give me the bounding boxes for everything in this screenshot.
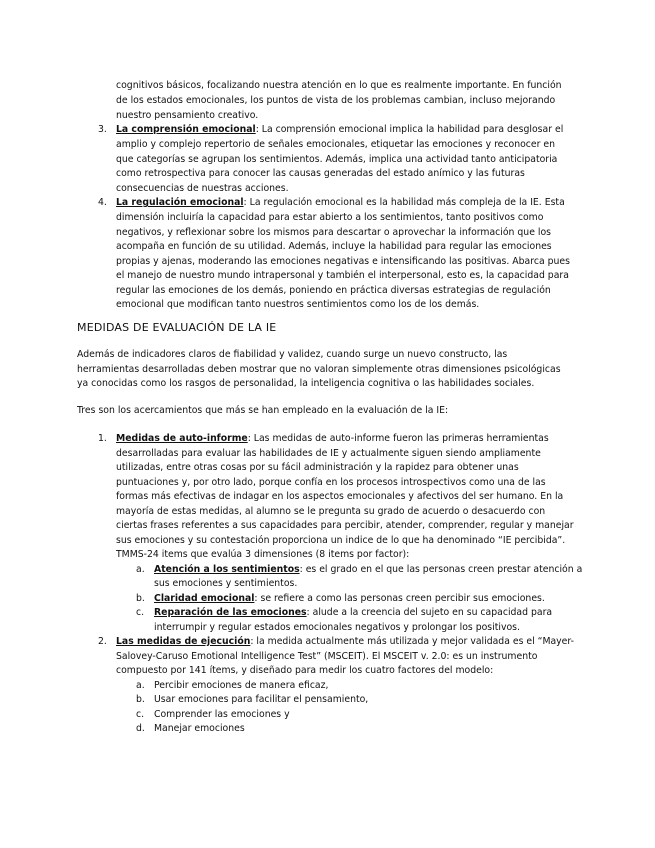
item2-continued-line-2: de los estados emocionales, los puntos de vista de los problemas cambian, incluso mejorando: [116, 95, 556, 106]
item3-line-3: como retrospectiva para conocer las causas generadas del estado anímico y las futuras: [116, 168, 525, 179]
measure1-line-6: ciertas frases referentes a sus capacidades para percibir, atender, comprender, regular y manejar: [116, 520, 574, 531]
measure1-line-2: utilizadas, entre otras cosas por su fácil administración y la rapidez para obtener unas: [116, 462, 519, 473]
measure1-title: Medidas de auto-informe: [116, 433, 248, 444]
item4-line-2: negativos, y reflexionar sobre los mismos para descartar o aprovechar la información que los: [116, 227, 551, 238]
measure1-subitem-c-rest: : alude a la creencia del sujeto en su capacidad para: [306, 607, 553, 618]
measure1-subitem-b-title: Claridad emocional: [154, 593, 255, 604]
measure1-subitem-b-letter: b.: [136, 593, 145, 604]
measure1-subitem-c-line-1: interrumpir y regular estados emocionales negativos y prolongar los positivos.: [154, 622, 520, 633]
measure2-subitem-b: Usar emociones para facilitar el pensamiento,: [154, 694, 369, 705]
measure1-subitem-a: [154, 563, 582, 577]
item3-line-2: que categorías se agrupan los sentimientos. Además, implica una actividad tanto anticipatoria: [116, 154, 558, 165]
measure2-number: 2.: [98, 636, 107, 647]
intro-line-1: Además de indicadores claros de fiabilidad y validez, cuando surge un nuevo constructo, las: [77, 349, 508, 360]
item4-line-5: el manejo de nuestro mundo intrapersonal y también el interpersonal, esto es, la capacidad para: [116, 270, 569, 281]
measure1-subitem-c: [154, 606, 552, 620]
item4-line-1: dimensión incluiría la capacidad para estar abierto a los sentimientos, tanto positivos como: [116, 212, 544, 223]
item3-line-4: consecuencias de nuestras acciones.: [116, 183, 289, 194]
intro-line-2: herramientas desarrolladas deben mostrar que no valoran simplemente otras dimensiones psicológicas: [77, 364, 561, 375]
item4-line-6: regular las emociones de los demás, poniendo en práctica diversas estrategias de regulación: [116, 285, 551, 296]
measure1-subitem-a-line-1: sus emociones y sentimientos.: [154, 578, 298, 589]
measure1-line-3: puntuaciones y, por otro lado, porque confía en los procesos introspectivos como una de las: [116, 477, 546, 488]
item2-continued-line-3: nuestro pensamiento creativo.: [116, 110, 259, 121]
measure1-line-4: formas más efectivas de indagar en los aspectos emocionales y afectivos del ser humano. En la: [116, 491, 564, 502]
item4-line-3: acompaña en función de su utilidad. Además, incluye la habilidad para regular las emociones: [116, 241, 552, 252]
measure2-line-2: compuesto por 141 ítems, y diseñado para medir los cuatro factores del modelo:: [116, 665, 494, 676]
measure1-subitem-a-letter: a.: [136, 564, 145, 575]
measure2-subitem-c-letter: c.: [136, 709, 145, 720]
item4-first-rest: : La regulación emocional es la habilidad más compleja de la IE. Esta: [243, 197, 565, 208]
measure2-first-rest: : la medida actualmente más utilizada y mejor validada es el “Mayer-: [250, 636, 574, 647]
measure1-line-5: mayoría de estas medidas, al alumno se le pregunta su grado de acuerdo o desacuerdo con: [116, 506, 546, 517]
item3-line-1: amplio y complejo repertorio de señales emocionales, etiquetar las emociones y reconocer en: [116, 139, 556, 150]
measure2-subitem-b-letter: b.: [136, 694, 145, 705]
item4-first-line: [116, 196, 565, 210]
measure1-line-8: TMMS-24 items que evalúa 3 dimensiones (8 items por factor):: [116, 549, 410, 560]
measure2-subitem-a-letter: a.: [136, 680, 145, 691]
item3-first-line: [116, 123, 563, 137]
measure1-subitem-a-title: Atención a los sentimientos: [154, 564, 300, 575]
item4-title: La regulación emocional: [116, 197, 244, 208]
measure2-subitem-d-letter: d.: [136, 723, 145, 734]
measure2-first-line: [116, 635, 574, 649]
measure1-line-7: sus emociones y su contestación proporciona un indice de lo que ha denominado “IE percibida”.: [116, 535, 566, 546]
measure1-line-1: desarrolladas para evaluar las habilidades de IE y actualmente siguen siendo ampliamente: [116, 448, 541, 459]
section-heading: MEDIDAS DE EVALUACIÓN DE LA IE: [77, 321, 277, 334]
measure1-subitem-c-title: Reparación de las emociones: [154, 607, 307, 618]
measure2-line-1: Salovey-Caruso Emotional Intelligence Test” (MSCEIT). El MSCEIT v. 2.0: es un instrumento: [116, 651, 538, 662]
measure1-number: 1.: [98, 433, 107, 444]
item4-number: 4.: [98, 197, 107, 208]
measure1-first-rest: : Las medidas de auto-informe fueron las primeras herramientas: [247, 433, 549, 444]
measure2-subitem-d: Manejar emociones: [154, 723, 245, 734]
measure1-subitem-b-rest: : se refiere a como las personas creen percibir sus emociones.: [254, 593, 545, 604]
measure1-subitem-b: [154, 592, 545, 606]
item4-line-4: propias y ajenas, moderando las emociones negativas e intensificando las positivas. Abarca pues: [116, 256, 570, 267]
item4-line-7: emocional que modifican tanto nuestros sentimientos como los de los demás.: [116, 299, 480, 310]
item3-number: 3.: [98, 124, 107, 135]
measure2-title: Las medidas de ejecución: [116, 636, 251, 647]
measure2-subitem-c: Comprender las emociones y: [154, 709, 290, 720]
measure1-subitem-c-letter: c.: [136, 607, 145, 618]
measure2-subitem-a: Percibir emociones de manera eficaz,: [154, 680, 329, 691]
approaches-intro: Tres son los acercamientos que más se han empleado en la evaluación de la IE:: [77, 405, 449, 416]
measure1-subitem-a-rest: : es el grado en el que las personas creen prestar atención a: [299, 564, 583, 575]
item2-continued-line-1: cognitivos básicos, focalizando nuestra atención en lo que es realmente importante. En función: [116, 80, 562, 91]
item3-first-rest: : La comprensión emocional implica la habilidad para desglosar el: [255, 124, 564, 135]
intro-line-3: ya conocidas como los rasgos de personalidad, la inteligencia cognitiva o las habilidades sociales.: [77, 378, 535, 389]
measure1-first-line: [116, 432, 549, 446]
item3-title: La comprensión emocional: [116, 124, 256, 135]
